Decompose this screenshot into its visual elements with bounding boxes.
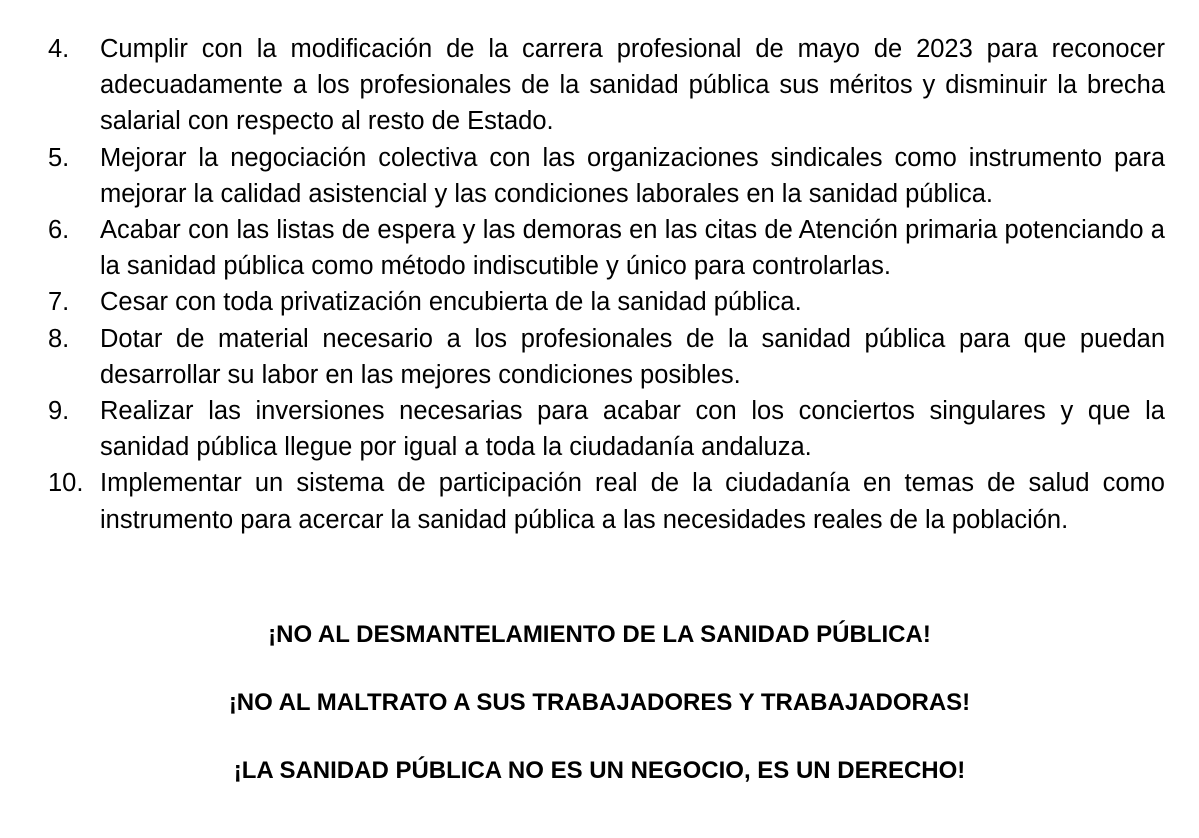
- item-text: Realizar las inversiones necesarias para acabar con los conciertos singulares y que la sanidad pública llegue por igual a toda la ciudadanía andaluza.: [100, 397, 1165, 462]
- slogan-heading: ¡NO AL DESMANTELAMIENTO DE LA SANIDAD PÚBLICA!: [268, 621, 931, 648]
- item-number: 4.: [48, 35, 70, 63]
- item-text: Cumplir con la modificación de la carrera profesional de mayo de 2023 para reconocer adecuadamente a los profesionales de la sanidad pública sus méritos y disminuir la brecha salarial con respecto al resto de Estado.: [100, 35, 1165, 136]
- list-item: [48, 321, 1165, 393]
- item-text: Dotar de material necesario a los profesionales de la sanidad pública para que puedan desarrollar su labor en las mejores condiciones posibles.: [100, 324, 1165, 389]
- item-number: 9.: [48, 397, 70, 426]
- list-item: [48, 212, 1165, 284]
- slogan-heading: ¡LA SANIDAD PÚBLICA NO ES UN NEGOCIO, ES UN DERECHO!: [233, 757, 966, 784]
- item-number: 8.: [48, 324, 70, 353]
- item-text: Cesar con toda privatización encubierta de la sanidad pública.: [100, 288, 802, 317]
- slogans-block: [0, 617, 1199, 789]
- item-number: 7.: [48, 288, 70, 317]
- item-text: Mejorar la negociación colectiva con las organizaciones sindicales como instrumento para mejorar la calidad asistencial y las condiciones laborales en la sanidad pública.: [100, 143, 1165, 208]
- demands-list: [48, 31, 1165, 538]
- item-text: Acabar con las listas de espera y las demoras en las citas de Atención primaria potenciando a la sanidad pública como método indiscutible y único para controlarlas.: [100, 216, 1165, 281]
- slogan-heading: ¡NO AL MALTRATO A SUS TRABAJADORES Y TRABAJADORAS!: [228, 689, 971, 716]
- item-text: Implementar un sistema de participación real de la ciudadanía en temas de salud como instrumento para acercar la sanidad pública a las necesidades reales de la población.: [100, 469, 1165, 534]
- list-item: [48, 31, 1165, 140]
- list-item: [48, 465, 1165, 537]
- item-number: 5.: [48, 143, 70, 172]
- item-number: 6.: [48, 216, 70, 245]
- item-number: 10.: [48, 469, 84, 498]
- list-item: [48, 393, 1165, 465]
- list-item: [48, 284, 1165, 320]
- list-item: [48, 140, 1165, 212]
